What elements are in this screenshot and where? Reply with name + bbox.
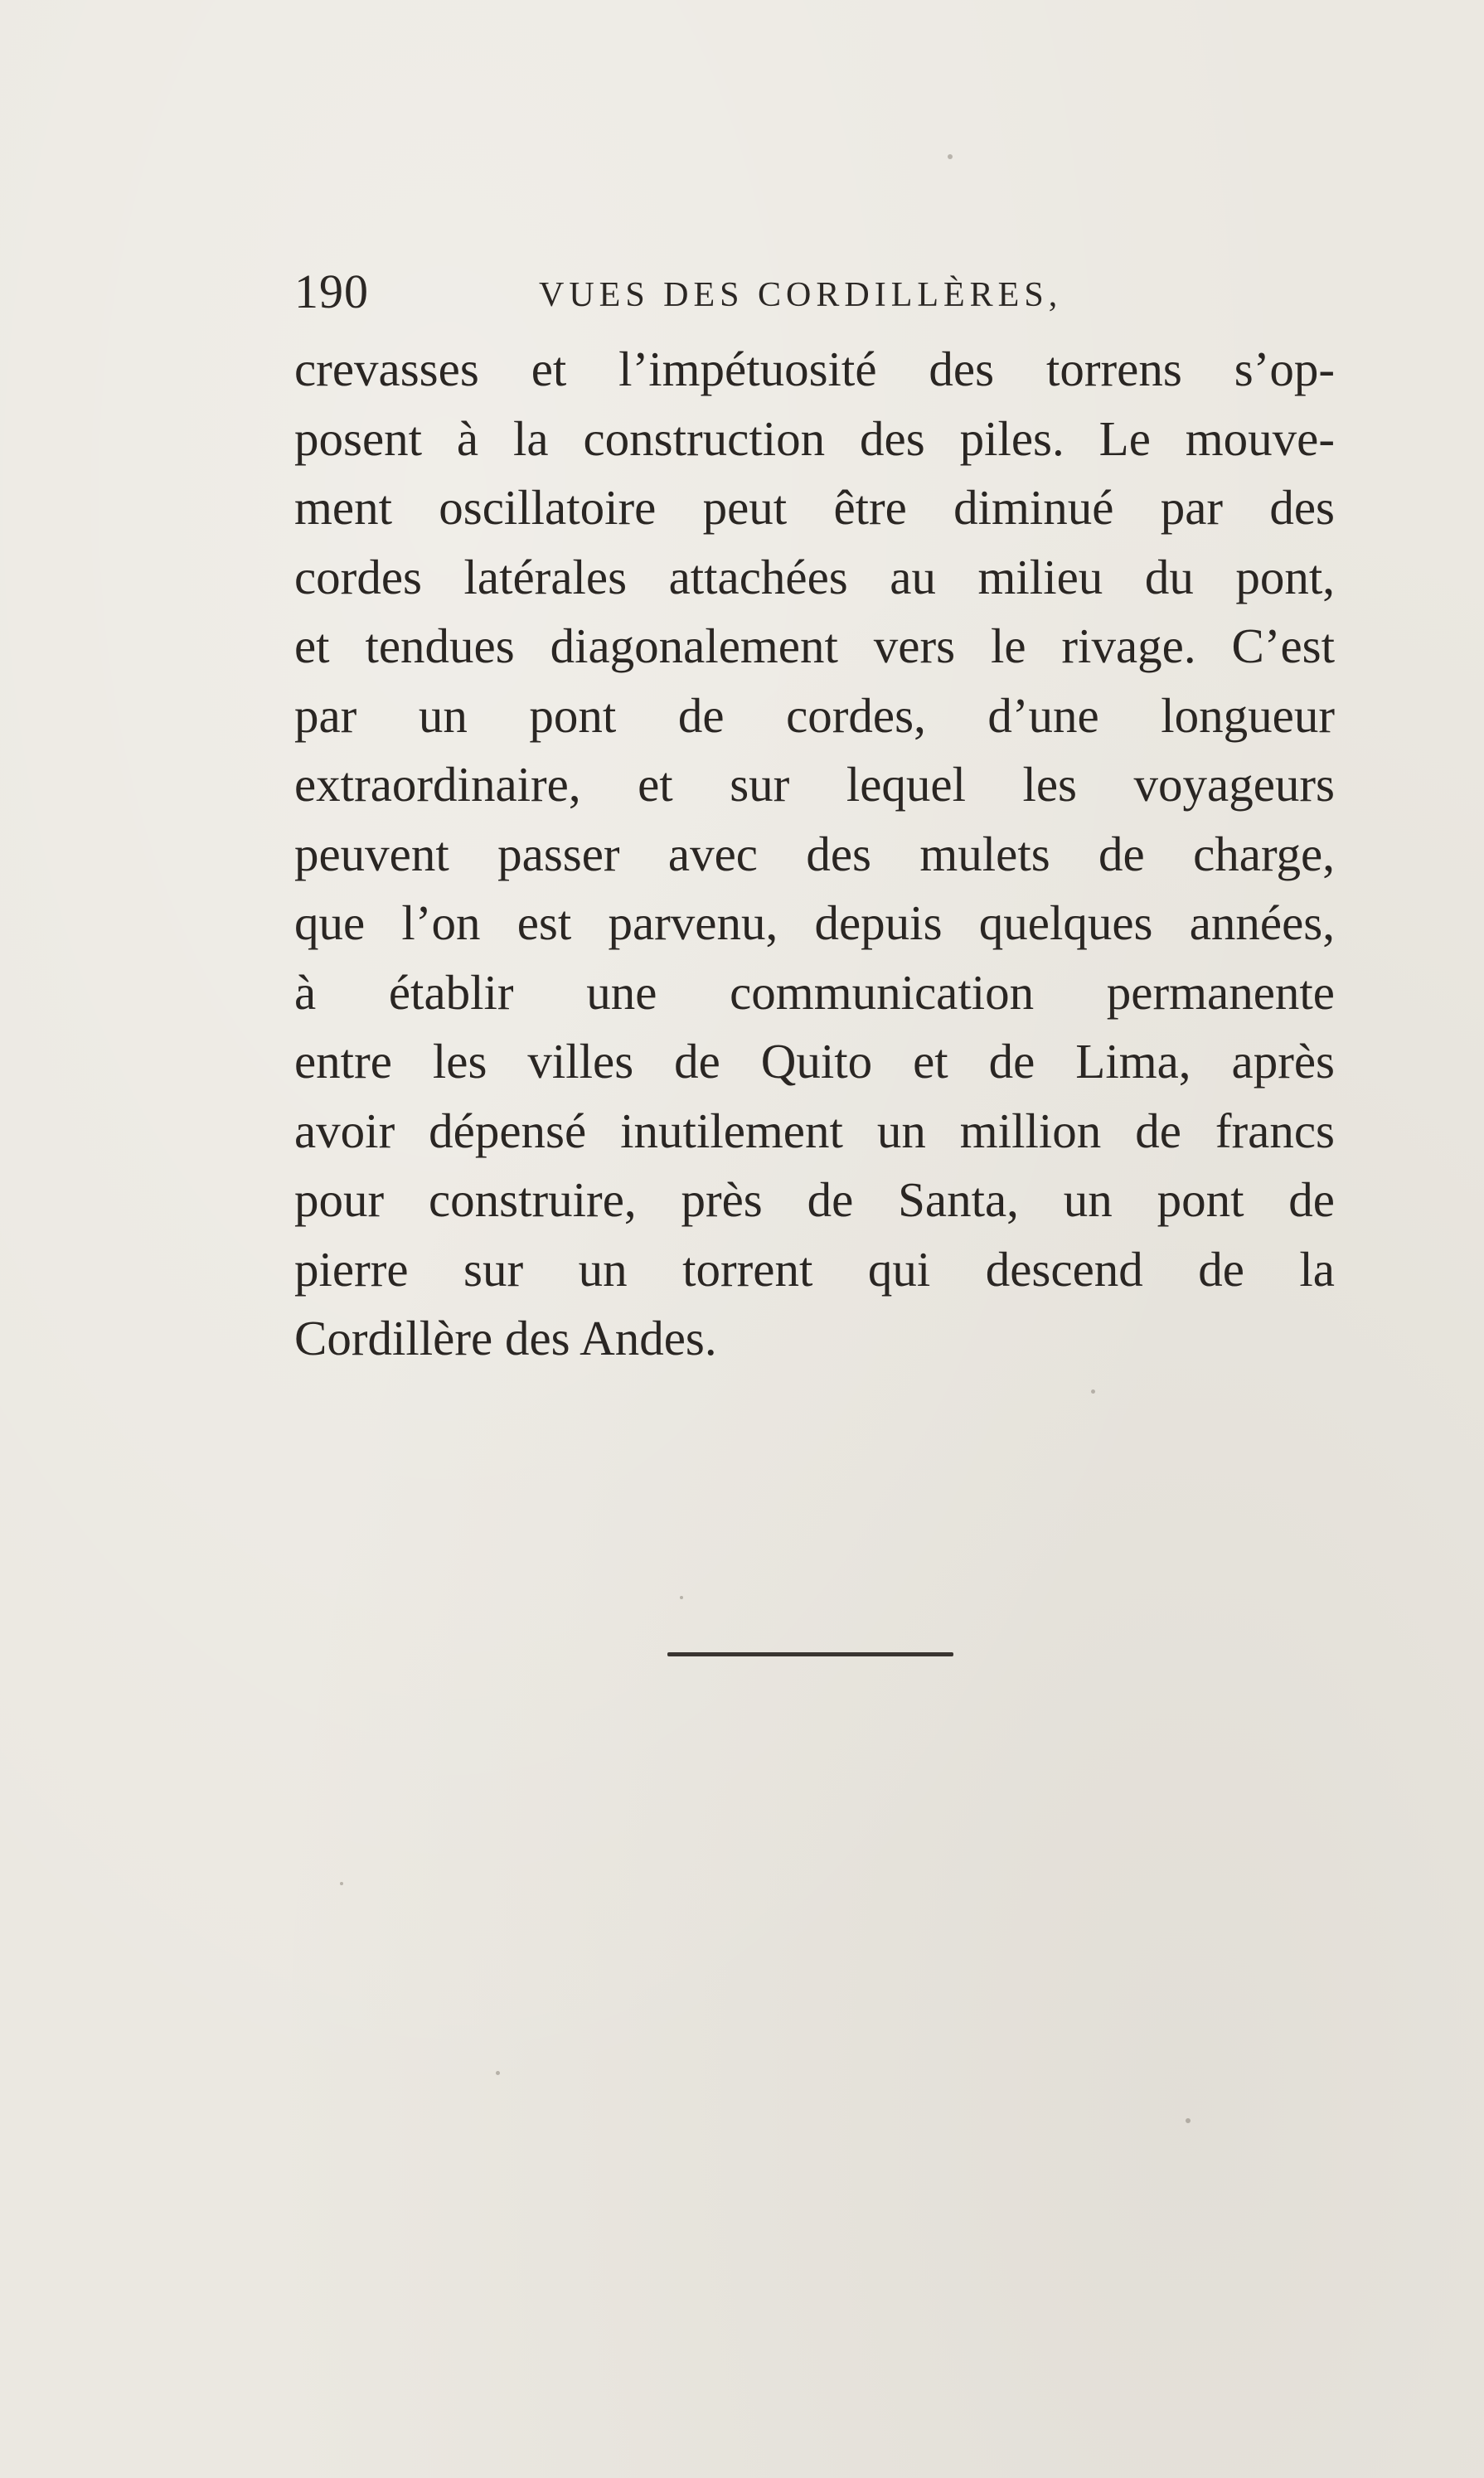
body-text bbox=[294, 335, 1335, 1374]
text-line: peuvent passer avec des mulets de charge, bbox=[294, 826, 1335, 881]
paper-speck bbox=[1091, 1389, 1095, 1394]
page-number: 190 bbox=[294, 264, 369, 318]
text-line: que l’on est parvenu, depuis quelques années, bbox=[294, 895, 1335, 950]
paper-speck bbox=[340, 1882, 343, 1885]
text-line: à établir une communication permanente bbox=[294, 964, 1335, 1020]
text-line: et tendues diagonalement vers le rivage. C’est bbox=[294, 618, 1335, 673]
text-line: avoir dépensé inutilement un million de francs bbox=[294, 1103, 1335, 1158]
text-line: Cordillère des Andes. bbox=[294, 1311, 717, 1365]
running-head: VUES DES CORDILLÈRES, bbox=[539, 276, 1063, 314]
text-line: entre les villes de Quito et de Lima, après bbox=[294, 1034, 1335, 1089]
verso-bleed-through bbox=[274, 1401, 1376, 1877]
text-line: cordes latérales attachées au milieu du pont, bbox=[294, 549, 1335, 604]
end-rule bbox=[667, 1652, 953, 1656]
paper-speck bbox=[1186, 2118, 1191, 2123]
text-line: pierre sur un torrent qui descend de la bbox=[294, 1241, 1335, 1297]
text-line: posent à la construction des piles. Le mouve- bbox=[294, 410, 1335, 466]
text-line: ment oscillatoire peut être diminué par des bbox=[294, 480, 1335, 535]
page-header bbox=[294, 264, 1335, 322]
paper-speck bbox=[496, 2071, 500, 2075]
text-line: pour construire, près de Santa, un pont de bbox=[294, 1172, 1335, 1227]
paper-speck bbox=[680, 1596, 683, 1599]
text-line: crevasses et l’impétuosité des torrens s’op- bbox=[294, 342, 1335, 396]
text-line: par un pont de cordes, d’une longueur bbox=[294, 687, 1335, 743]
text-line: extraordinaire, et sur lequel les voyageurs bbox=[294, 757, 1335, 812]
paper-speck bbox=[948, 154, 953, 159]
